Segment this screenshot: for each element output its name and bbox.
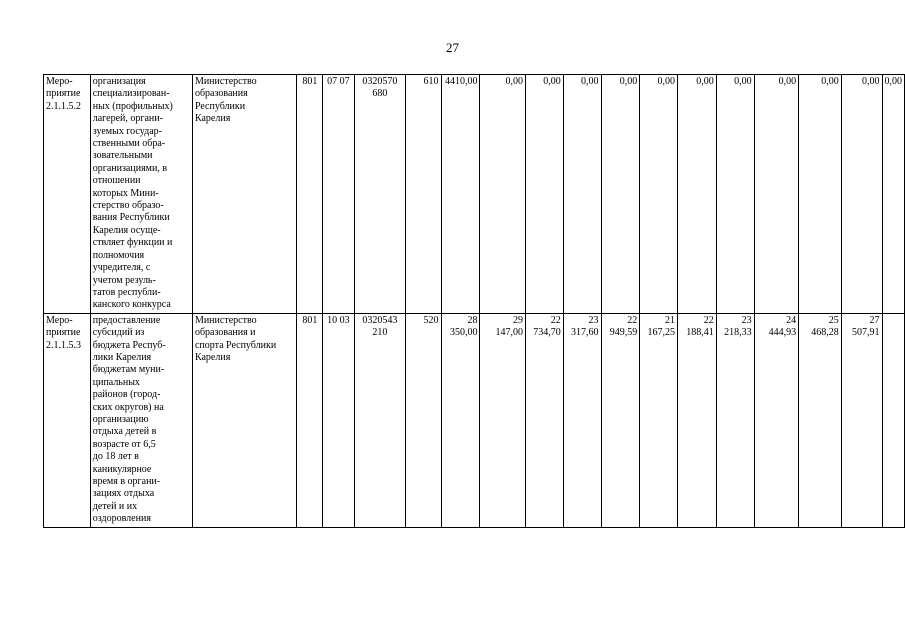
page-number: 27: [446, 40, 459, 55]
value-cell: 0,00: [799, 75, 842, 314]
measure-code: Меро- приятие 2.1.1.5.3: [44, 313, 91, 527]
value-cell: 22 949,59: [601, 313, 640, 527]
measure-description: предоставление субсидий из бюджета Респуб- лики Карелия бюджетам муни- ципальных районов (город- ских округов) на организацию отдыха детей в возрасте от 6,5 до 18 лет в каникулярное время в органи- зациях отдыха детей и их оздоровления: [90, 313, 192, 527]
value-cell: 28 350,00: [441, 313, 480, 527]
value-cell: 25 468,28: [799, 313, 842, 527]
value-cell: 22 188,41: [678, 313, 717, 527]
value-cell: 23 317,60: [563, 313, 601, 527]
measure-code: Меро- приятие 2.1.1.5.2: [44, 75, 91, 314]
value-cell: 0,00: [563, 75, 601, 314]
vr-code: 520: [406, 313, 441, 527]
measure-description: организация специализирован- ных (профильных) лагерей, органи- зуемых государ- ственными обра- зовательными организациями, в отношении которых Мини- стерство образо- вания Республики Карелия осуще- ствляет функции и полномочия учредителя, с учетом резуль- татов республи- канского конкурса: [90, 75, 192, 314]
rzpr-code: 07 07: [323, 75, 354, 314]
csr-code: 0320570 680: [354, 75, 406, 314]
value-cell: [882, 313, 905, 527]
value-cell: 0,00: [678, 75, 717, 314]
value-cell: 0,00: [754, 75, 799, 314]
value-cell: 0,00: [640, 75, 678, 314]
value-cell: 0,00: [716, 75, 754, 314]
value-cell: 23 218,33: [716, 313, 754, 527]
table-row: [44, 313, 905, 527]
value-cell: 22 734,70: [525, 313, 563, 527]
executor: Министерство образования и спорта Республики Карелия: [192, 313, 297, 527]
value-cell: 27 507,91: [841, 313, 882, 527]
executor: Министерство образования Республики Карелия: [192, 75, 297, 314]
grbs-code: 801: [297, 313, 323, 527]
budget-table: [43, 74, 905, 528]
value-cell: 0,00: [601, 75, 640, 314]
csr-code: 0320543 210: [354, 313, 406, 527]
value-cell: 29 147,00: [480, 313, 525, 527]
value-cell: 0,00: [841, 75, 882, 314]
grbs-code: 801: [297, 75, 323, 314]
rzpr-code: 10 03: [323, 313, 354, 527]
value-cell: 21 167,25: [640, 313, 678, 527]
table-row: [44, 75, 905, 314]
value-cell: 4410,00: [441, 75, 480, 314]
value-cell: 24 444,93: [754, 313, 799, 527]
value-cell: 0,00: [525, 75, 563, 314]
vr-code: 610: [406, 75, 441, 314]
value-cell: 0,00: [480, 75, 525, 314]
value-cell: 0,00: [882, 75, 905, 314]
